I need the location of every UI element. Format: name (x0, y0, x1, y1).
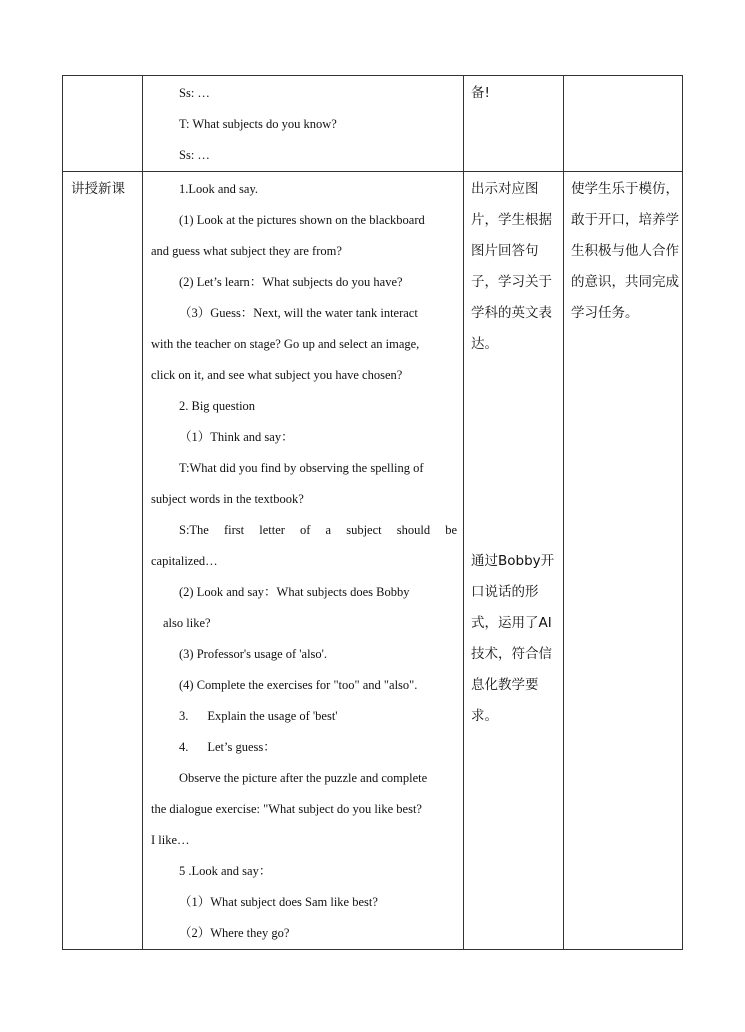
table-row (63, 76, 683, 172)
step-line: click on it, and see what subject you have chosen? (151, 368, 403, 382)
step-line: T:What did you find by observing the spelling of (179, 461, 424, 475)
dialogue-line: Ss: … (179, 148, 210, 162)
step-line: also like? (163, 616, 211, 630)
step-line: （1）Think and say： (179, 430, 294, 444)
step-line: (2) Let’s learn：What subjects do you have? (179, 275, 403, 289)
purpose-cell (564, 172, 683, 950)
step-text: Let’s guess： (207, 740, 276, 754)
dialogue-line: Ss: … (179, 86, 210, 100)
design-intent-cell (464, 76, 564, 172)
step-line: (4) Complete the exercises for "too" and "also". (179, 678, 418, 692)
step-line: S:The first letter of a subject should be (179, 523, 457, 537)
step-line: （1）What subject does Sam like best? (179, 895, 378, 909)
purpose-cell (564, 76, 683, 172)
lesson-plan-table (62, 75, 683, 950)
step-line (151, 701, 457, 732)
step-line: the dialogue exercise: "What subject do you like best? (151, 802, 422, 816)
step-line: （3）Guess：Next, will the water tank interact (179, 306, 418, 320)
design-intent-text: 出示对应图片，学生根据图片回答句子，学习关于学科的英文表达。 (471, 181, 552, 352)
step-line: (2) Look and say：What subjects does Bobby (179, 585, 410, 599)
step-line: 2. Big question (179, 399, 256, 413)
step-line: with the teacher on stage? Go up and select an image, (151, 337, 420, 351)
step-number: 3. (179, 709, 189, 723)
step-line: Observe the picture after the puzzle and complete (179, 771, 428, 785)
step-line: (3) Professor's usage of 'also'. (179, 647, 328, 661)
stage-cell (63, 76, 143, 172)
step-text: Explain the usage of 'best' (207, 709, 338, 723)
stage-cell (63, 172, 143, 950)
step-line: 1.Look and say. (179, 182, 259, 196)
step-line: 5 .Look and say： (179, 864, 272, 878)
purpose-text: 使学生乐于模仿，敢于开口，培养学生积极与他人合作的意识，共同完成学习任务。 (571, 181, 679, 321)
step-line: subject words in the textbook? (151, 492, 304, 506)
step-line: and guess what subject they are from? (151, 244, 342, 258)
stage-label: 讲授新课 (71, 181, 125, 197)
step-line: (1) Look at the pictures shown on the blackboard (179, 213, 425, 227)
table-row (63, 172, 683, 950)
design-intent-text: 通过Bobby开口说话的形式，运用了AI技术，符合信息化教学要求。 (471, 553, 555, 724)
step-line (151, 732, 457, 763)
step-line: （2）Where they go? (179, 926, 290, 940)
spacer (471, 360, 560, 546)
dialogue-line: T: What subjects do you know? (179, 117, 337, 131)
step-line: capitalized… (151, 554, 218, 568)
process-cell (143, 76, 464, 172)
step-number: 4. (179, 740, 189, 754)
step-line: I like… (151, 833, 190, 847)
design-intent-text: 备! (471, 85, 490, 101)
process-cell (143, 172, 464, 950)
design-intent-cell (464, 172, 564, 950)
